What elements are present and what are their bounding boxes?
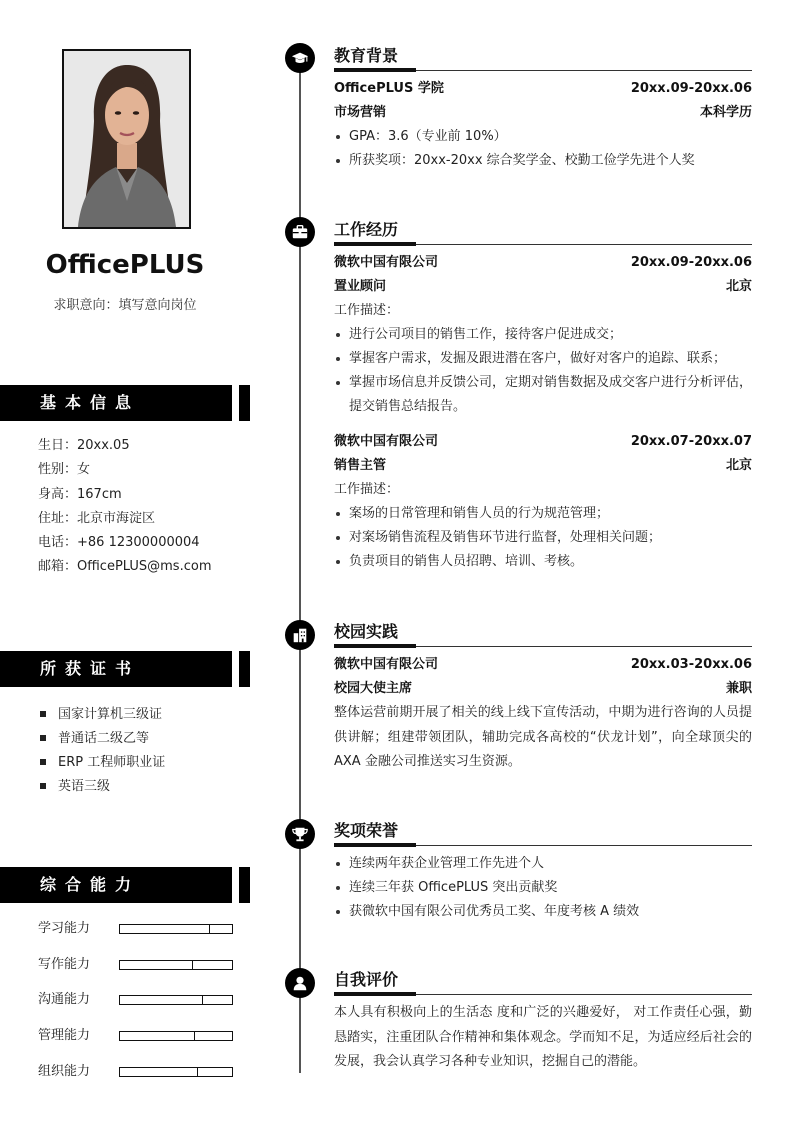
title-underline xyxy=(334,843,416,847)
job-location: 北京 xyxy=(725,279,752,294)
certificates-title: 所获证书 xyxy=(0,651,232,687)
self-evaluation-text: 本人具有积极向上的生活态 度和广泛的兴趣爱好， 对工作责任心强，勤恳踏实，注重团队合作精神和集体观念。学而知不足，为适应经后社会的发展，我会认真学习各种专业知识，挖掘自己的潜能。 xyxy=(334,1005,752,1069)
header-tick xyxy=(239,651,250,687)
square-bullet-icon xyxy=(40,711,46,717)
campus-header-row xyxy=(334,653,752,677)
education-bullets xyxy=(334,125,752,173)
job-header-row xyxy=(334,430,752,454)
degree: 本科学历 xyxy=(699,105,752,120)
campus-type: 兼职 xyxy=(725,681,752,696)
info-birthday: 生日：20xx.05 xyxy=(38,438,130,453)
basic-info-list xyxy=(38,434,211,580)
job-location: 北京 xyxy=(725,458,752,473)
campus-section xyxy=(334,620,752,775)
job-bullets xyxy=(334,323,752,419)
header-tick xyxy=(239,867,250,903)
work-section xyxy=(334,218,752,574)
list-item: 英语三级 xyxy=(40,775,165,799)
section-title: 奖项荣誉 xyxy=(334,819,752,845)
skill-bar xyxy=(119,924,233,934)
job-role: 销售主管 xyxy=(334,458,387,473)
skill-label: 管理能力 xyxy=(38,1028,91,1043)
major: 市场营销 xyxy=(334,105,387,120)
header-tick xyxy=(239,385,250,421)
list-item: 连续三年获 OfficePLUS 突出贡献奖 xyxy=(334,876,752,900)
portrait-image xyxy=(64,51,189,227)
skill-bar-fill xyxy=(120,1068,198,1076)
square-bullet-icon xyxy=(40,783,46,789)
info-phone: 电话：+86 12300000004 xyxy=(38,535,200,551)
job-desc-label: 工作描述： xyxy=(334,482,400,497)
list-item: 获微软中国有限公司优秀员工奖、年度考核 A 绩效 xyxy=(334,900,752,924)
list-item: 国家计算机三级证 xyxy=(40,703,165,727)
section-title: 教育背景 xyxy=(334,44,752,70)
skill-bar-fill xyxy=(120,925,210,933)
profile-photo xyxy=(62,49,191,229)
title-underline xyxy=(334,644,416,648)
skill-label: 写作能力 xyxy=(38,957,91,972)
skill-bar xyxy=(119,960,233,970)
job-role: 置业顾问 xyxy=(334,279,387,294)
info-gender: 性别：女 xyxy=(38,462,91,478)
skill-row xyxy=(38,955,238,975)
job-period: 20xx.07-20xx.07 xyxy=(630,434,752,449)
square-bullet-icon xyxy=(40,759,46,765)
title-underline xyxy=(334,242,416,246)
awards-bullets xyxy=(334,852,752,924)
building-icon xyxy=(285,620,315,650)
education-section xyxy=(334,44,752,173)
job-role-row xyxy=(334,454,752,478)
skill-bar xyxy=(119,1067,233,1077)
education-major-row xyxy=(334,101,752,125)
skill-row xyxy=(38,1026,238,1046)
basic-info-title: 基本信息 xyxy=(0,385,232,421)
skill-bar-fill xyxy=(120,996,203,1004)
skill-row xyxy=(38,1062,238,1082)
list-item: 进行公司项目的销售工作，接待客户促进成交； xyxy=(334,323,752,347)
info-address: 住址：北京市海淀区 xyxy=(38,510,156,526)
list-item: 案场的日常管理和销售人员的行为规范管理； xyxy=(334,502,752,526)
skill-bar xyxy=(119,995,233,1005)
skill-label: 沟通能力 xyxy=(38,992,91,1007)
title-underline xyxy=(334,68,416,72)
campus-role-row xyxy=(334,677,752,701)
list-item: 普通话二级乙等 xyxy=(40,727,165,751)
section-title: 校园实践 xyxy=(334,620,752,646)
square-bullet-icon xyxy=(40,735,46,741)
title-underline xyxy=(334,992,416,996)
list-item: ERP 工程师职业证 xyxy=(40,751,165,775)
education-header-row xyxy=(334,77,752,101)
skill-label: 学习能力 xyxy=(38,921,91,936)
skill-bar-fill xyxy=(120,961,193,969)
skill-label: 组织能力 xyxy=(38,1064,91,1079)
list-item: 掌握客户需求，发掘及跟进潜在客户，做好对客户的追踪、联系； xyxy=(334,347,752,371)
education-period: 20xx.09-20xx.06 xyxy=(630,81,752,96)
profile-name: OfficePLUS xyxy=(45,250,205,280)
list-item: 连续两年获企业管理工作先进个人 xyxy=(334,852,752,876)
company-name: 微软中国有限公司 xyxy=(334,434,439,449)
job-intent: 求职意向：填写意向岗位 xyxy=(53,298,197,313)
skills-header xyxy=(0,867,250,903)
list-item: 对案场销售流程及销售环节进行监督，处理相关问题； xyxy=(334,526,752,550)
info-height: 身高：167cm xyxy=(38,486,122,502)
job-bullets xyxy=(334,502,752,574)
awards-section xyxy=(334,819,752,924)
job-header-row xyxy=(334,251,752,275)
person-icon xyxy=(285,968,315,998)
list-item: GPA：3.6（专业前 10%） xyxy=(334,125,752,149)
list-item: 所获奖项：20xx-20xx 综合奖学金、校勤工俭学先进个人奖 xyxy=(334,149,752,173)
job-period: 20xx.09-20xx.06 xyxy=(630,255,752,270)
list-item: 掌握市场信息并反馈公司，定期对销售数据及成交客户进行分析评估，提交销售总结报告。 xyxy=(334,371,752,419)
graduation-cap-icon xyxy=(285,43,315,73)
job-desc-label: 工作描述： xyxy=(334,303,400,318)
trophy-icon xyxy=(285,819,315,849)
company-name: 微软中国有限公司 xyxy=(334,255,439,270)
skill-bar xyxy=(119,1031,233,1041)
briefcase-icon xyxy=(285,217,315,247)
info-email: 邮箱：OfficePLUS@ms.com xyxy=(38,559,212,575)
campus-description: 整体运营前期开展了相关的线上线下宣传活动，中期为进行咨询的人员提供讲解；组建带领团队，辅助完成各高校的“伏龙计划”，向全球顶尖的 AXA 金融公司推送实习生资源。 xyxy=(334,705,752,769)
skills-title: 综合能力 xyxy=(0,867,232,903)
list-item: 负责项目的销售人员招聘、培训、考核。 xyxy=(334,550,752,574)
company-name: 微软中国有限公司 xyxy=(334,657,439,672)
school-name: OfficePLUS 学院 xyxy=(334,81,444,96)
skill-row xyxy=(38,990,238,1010)
timeline-line xyxy=(299,58,301,1073)
self-evaluation-section xyxy=(334,968,752,1075)
section-title: 自我评价 xyxy=(334,968,752,994)
certificates-header xyxy=(0,651,250,687)
campus-role: 校园大使主席 xyxy=(334,681,413,696)
skill-bar-fill xyxy=(120,1032,195,1040)
campus-period: 20xx.03-20xx.06 xyxy=(630,657,752,672)
job-role-row xyxy=(334,275,752,299)
certificates-list xyxy=(40,703,165,799)
skill-row xyxy=(38,919,238,939)
basic-info-header xyxy=(0,385,250,421)
section-title: 工作经历 xyxy=(334,218,752,244)
